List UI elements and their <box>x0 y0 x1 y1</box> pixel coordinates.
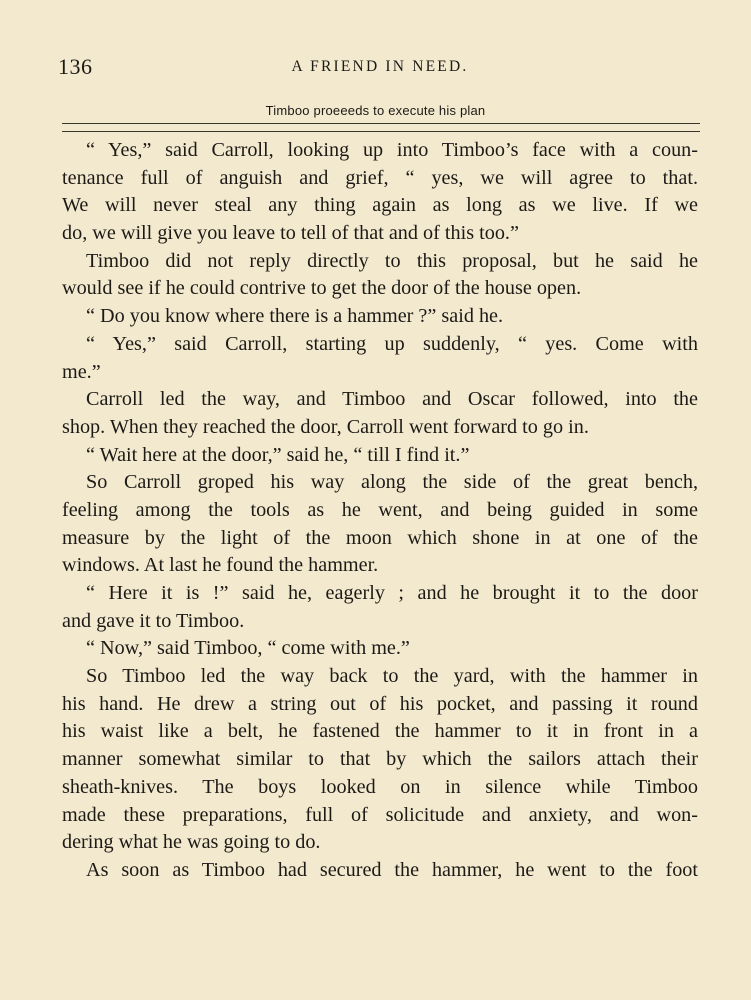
illustration-caption: Timboo proeeeds to execute his plan <box>265 103 486 118</box>
text-line: We will never steal any thing again as long as we live. If we <box>62 194 698 217</box>
text-line: Timboo did not reply directly to this proposal, but he said he <box>86 249 698 272</box>
text-line: me.” <box>62 360 101 383</box>
text-line: “ Yes,” said Carroll, starting up suddenly, “ yes. Come with <box>86 332 698 355</box>
text-line: Carroll led the way, and Timboo and Oscar followed, into the <box>86 388 698 411</box>
text-line: As soon as Timboo had secured the hammer, he went to the foot <box>86 858 698 881</box>
running-title: A FRIEND IN NEED. <box>291 58 469 75</box>
text-line: and gave it to Timboo. <box>62 609 245 632</box>
text-line: So Timboo led the way back to the yard, with the hammer in <box>86 665 698 688</box>
text-line: manner somewhat similar to that by which the sailors attach their <box>62 748 698 771</box>
text-line: “ Now,” said Timboo, “ come with me.” <box>86 637 410 660</box>
text-line: sheath-knives. The boys looked on in silence while Timboo <box>62 775 698 798</box>
body-text <box>62 137 698 885</box>
text-line: dering what he was going to do. <box>62 831 321 854</box>
text-line: would see if he could contrive to get the door of the house open. <box>62 277 582 300</box>
text-line: measure by the light of the moon which shone in at one of the <box>62 526 698 549</box>
text-line: made these preparations, full of solicitude and anxiety, and won- <box>62 803 698 826</box>
text-line: “ Wait here at the door,” said he, “ till I find it.” <box>86 443 470 466</box>
caption-rule-top <box>62 123 700 124</box>
text-line: So Carroll groped his way along the side of the great bench, <box>86 471 698 494</box>
text-line: “ Do you know where there is a hammer ?” said he. <box>86 305 504 328</box>
text-line: his hand. He drew a string out of his pocket, and passing it round <box>62 692 698 715</box>
text-line: feeling among the tools as he went, and being guided in some <box>62 498 698 521</box>
caption-rule-bottom <box>62 131 700 132</box>
running-head <box>58 54 702 84</box>
text-line: “ Yes,” said Carroll, looking up into Timboo’s face with a coun- <box>86 139 698 161</box>
text-line: shop. When they reached the door, Carroll went forward to go in. <box>62 415 589 438</box>
text-line: “ Here it is !” said he, eagerly ; and he brought it to the door <box>86 582 698 604</box>
text-line: windows. At last he found the hammer. <box>62 554 379 577</box>
text-line: his waist like a belt, he fastened the hammer to it in front in a <box>62 720 698 743</box>
text-line: do, we will give you leave to tell of that and of this too.” <box>62 222 519 245</box>
page-number: 136 <box>58 54 93 79</box>
text-line: tenance full of anguish and grief, “ yes, we will agree to that. <box>62 166 698 189</box>
